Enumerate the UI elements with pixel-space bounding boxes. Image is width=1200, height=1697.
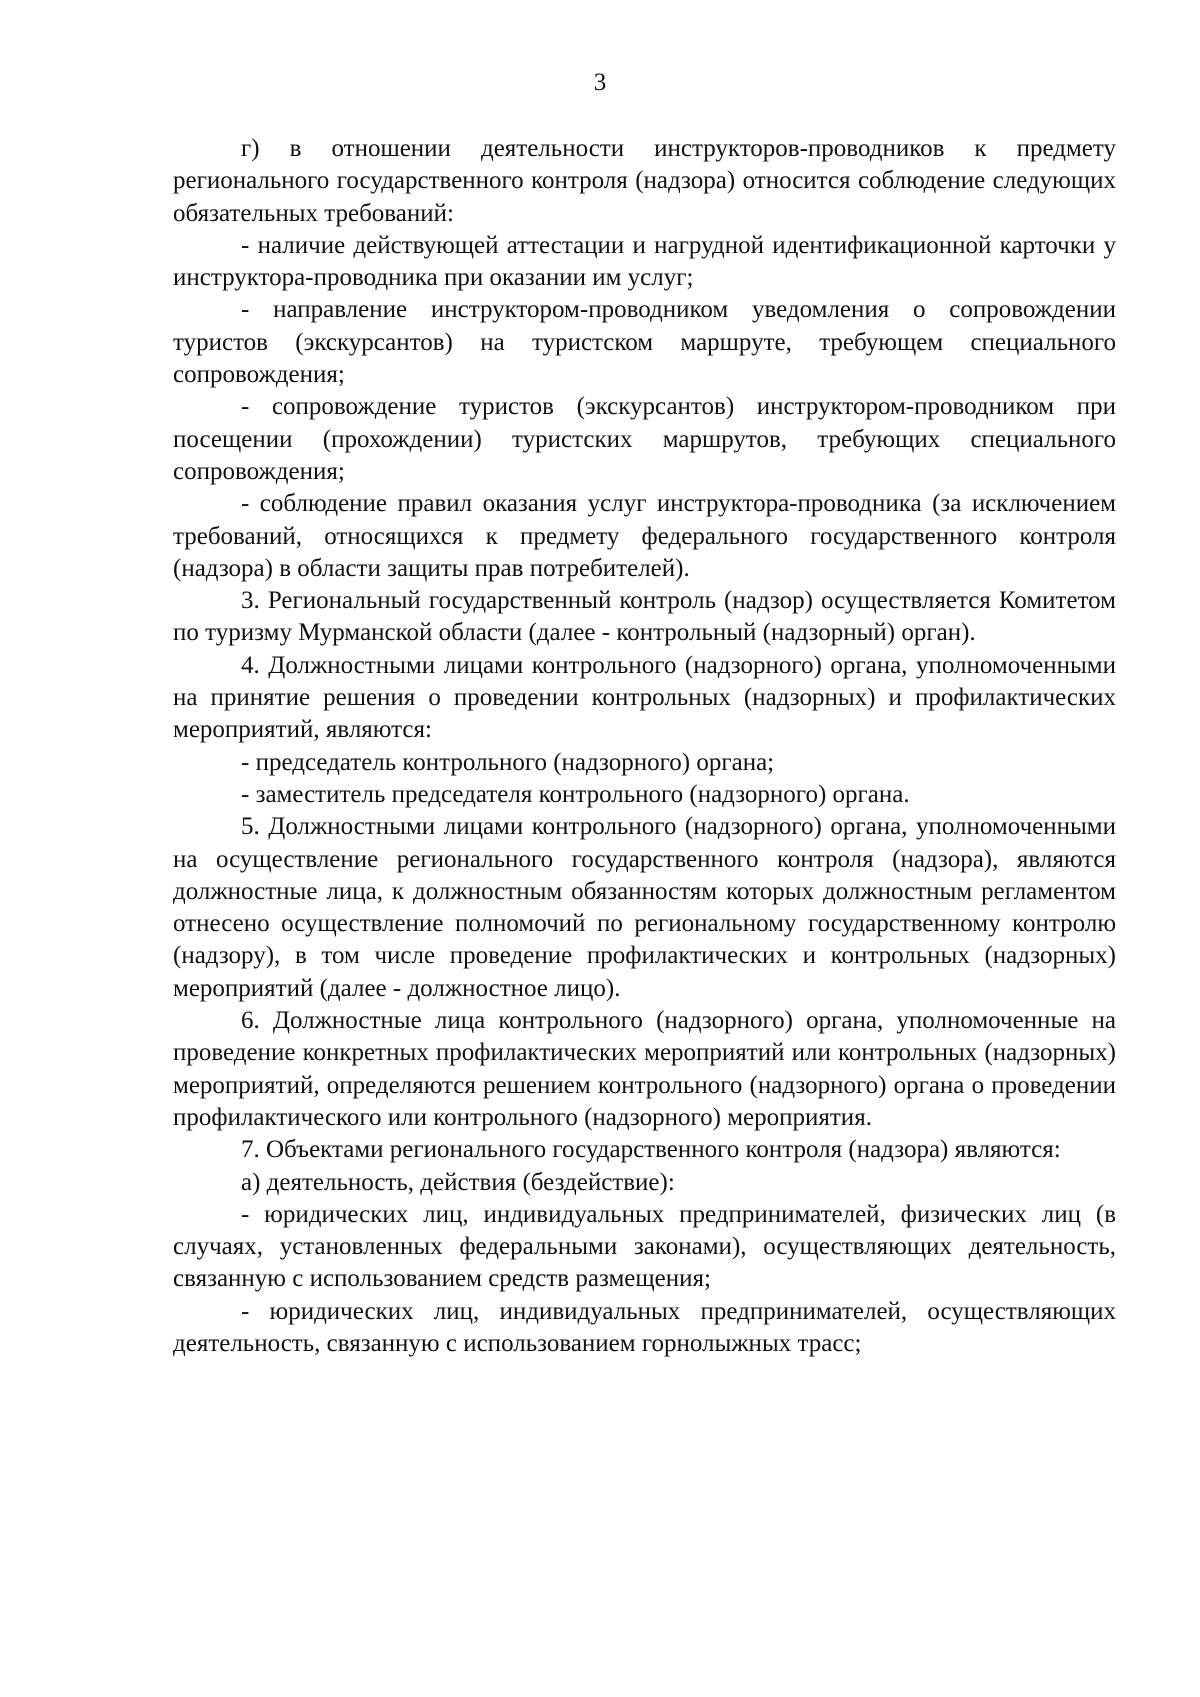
document-body bbox=[173, 133, 1116, 1360]
paragraph-instructor-requirements: г) в отношении деятельности инструкторов-проводников к предмету регионального государственного контроля (надзора) относится соблюдение следующих обязательных требований: bbox=[173, 135, 1116, 227]
paragraph-item-7a: а) деятельность, действия (бездействие): bbox=[241, 1168, 675, 1196]
page-number: 3 bbox=[593, 69, 607, 96]
paragraph-attestation: - наличие действующей аттестации и нагрудной идентификационной карточки у инструктора-проводника при оказании им услуг; bbox=[173, 231, 1116, 292]
paragraph-item-7: 7. Объектами регионального государственного контроля (надзора) являются: bbox=[241, 1136, 1061, 1164]
paragraph-chairman: - председатель контрольного (надзорного) органа; bbox=[241, 748, 775, 776]
paragraph-ski-slopes: - юридических лиц, индивидуальных предпринимателей, осуществляющих деятельность, связанную с использованием горнолыжных трасс; bbox=[173, 1297, 1116, 1357]
paragraph-service-rules: - соблюдение правил оказания услуг инструктора-проводника (за исключением требований, относящихся к предмету федерального государственного контроля (надзора) в области защиты прав потребителей). bbox=[173, 490, 1116, 582]
paragraph-accommodation: - юридических лиц, индивидуальных предпринимателей, физических лиц (в случаях, установленных федеральными законами), осуществляющих деятельность, связанную с использованием средств размещения; bbox=[173, 1200, 1116, 1293]
paragraph-accompaniment: - сопровождение туристов (экскурсантов) инструктором-проводником при посещении (прохождении) туристских маршрутов, требующих специального сопровождения; bbox=[173, 393, 1116, 485]
paragraph-notification: - направление инструктором-проводником уведомления о сопровождении туристов (экскурсантов) на туристском маршруте, требующем специального сопровождения; bbox=[173, 296, 1116, 389]
paragraph-item-4: 4. Должностными лицами контрольного (надзорного) органа, уполномоченными на принятие решения о проведении контрольных (надзорных) и профилактических мероприятий, являются: bbox=[173, 651, 1116, 744]
paragraph-item-3: 3. Региональный государственный контроль (надзор) осуществляется Комитетом по туризму Мурманской области (далее - контрольный (надзорный) орган). bbox=[173, 587, 1116, 647]
paragraph-deputy-chairman: - заместитель председателя контрольного (надзорного) органа. bbox=[241, 780, 910, 808]
paragraph-item-6: 6. Должностные лица контрольного (надзорного) органа, уполномоченные на проведение конкретных профилактических мероприятий или контрольных (надзорных) мероприятий, определяются решением контрольного (надзорного) органа о проведении профилактического или контрольного (надзорного) мероприятия. bbox=[173, 1007, 1116, 1131]
paragraph-item-5: 5. Должностными лицами контрольного (надзорного) органа, уполномоченными на осуществление регионального государственного контроля (надзора), являются должностные лица, к должностным обязанностям которых должностным регламентом отнесено осуществление полномочий по региональному государственному контролю (надзору), в том числе проведение профилактических и контрольных (надзорных) мероприятий (далее - должностное лицо). bbox=[173, 813, 1116, 1002]
